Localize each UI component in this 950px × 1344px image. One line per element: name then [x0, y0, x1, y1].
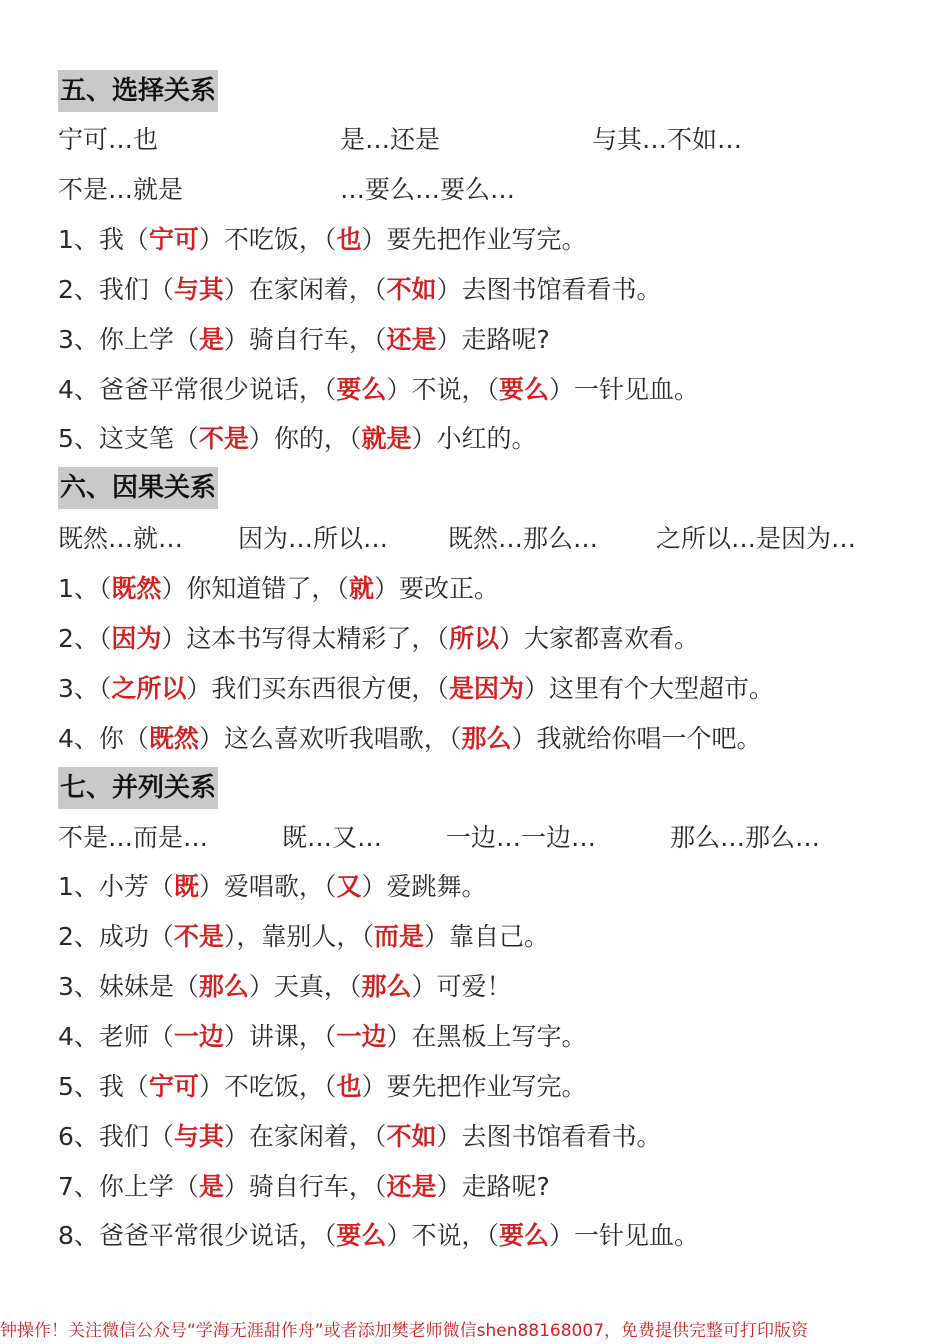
example-sentence	[58, 719, 761, 759]
sentence-text: ）要改正。	[373, 574, 499, 603]
sentence-text: ）这里有个大型超市。	[523, 674, 774, 703]
keyword-pair: …要么…要么…	[340, 175, 516, 204]
answer-word: 既然	[111, 574, 162, 603]
section-heading: 七、并列关系	[58, 767, 218, 809]
answer-word: 宁可	[148, 225, 199, 254]
sentence-text: ）一针见血。	[548, 375, 699, 404]
answer-word: 还是	[386, 1172, 437, 1201]
sentence-text: ）在家闲着，（	[223, 1122, 387, 1151]
sentence-text: ）爱唱歌，（	[198, 872, 337, 901]
answer-word: 要么	[336, 375, 387, 404]
example-sentence	[58, 917, 549, 957]
answer-word: 又	[336, 872, 362, 901]
example-sentence	[58, 1017, 586, 1057]
keyword-pair: 既然…那么…	[448, 524, 599, 553]
answer-word: 之所以	[111, 674, 187, 703]
sentence-text: ）小红的。	[411, 424, 537, 453]
answer-word: 是因为	[448, 674, 524, 703]
sentence-text: ）要先把作业写完。	[361, 225, 587, 254]
sentence-text: ）骑自行车，（	[223, 325, 387, 354]
sentence-text: ）我就给你唱一个吧。	[511, 724, 762, 753]
sentence-text: 4、爸爸平常很少说话，（	[58, 375, 337, 404]
keyword-pair: 因为…所以…	[238, 524, 389, 553]
sentence-text: 6、我们（	[58, 1122, 174, 1151]
sentence-text: ）你知道错了，（	[161, 574, 349, 603]
sentence-text: 1、我（	[58, 225, 149, 254]
example-sentence	[58, 967, 511, 1007]
sentence-text: 8、爸爸平常很少说话，（	[58, 1221, 337, 1250]
answer-word: 既然	[148, 724, 199, 753]
sentence-text: ）在家闲着，（	[223, 275, 387, 304]
sentence-text: ）要先把作业写完。	[361, 1072, 587, 1101]
example-sentence	[58, 1216, 699, 1256]
keyword-pair: 那么…那么…	[670, 823, 821, 852]
answer-word: 宁可	[148, 1072, 199, 1101]
sentence-text: ）可爱！	[411, 972, 512, 1001]
answer-word: 也	[336, 225, 362, 254]
sentence-text: ）去图书馆看看书。	[436, 1122, 662, 1151]
answer-word: 那么	[361, 972, 412, 1001]
example-sentence	[58, 669, 774, 709]
answer-word: 要么	[498, 375, 549, 404]
keyword-pair: 既然…就…	[58, 524, 184, 553]
sentence-text: 5、这支笔（	[58, 424, 199, 453]
sentence-text: 2、我们（	[58, 275, 174, 304]
sentence-text: 4、老师（	[58, 1022, 174, 1051]
keyword-pair: 既…又…	[282, 823, 383, 852]
sentence-text: ）一针见血。	[548, 1221, 699, 1250]
answer-word: 就	[348, 574, 374, 603]
sentence-text: ）天真，（	[248, 972, 362, 1001]
sentence-text: 2、（	[58, 624, 112, 653]
section-heading: 五、选择关系	[58, 70, 218, 112]
sentence-text: ），靠别人，（	[223, 922, 374, 951]
answer-word: 与其	[173, 1122, 224, 1151]
example-sentence	[58, 370, 699, 410]
sentence-text: ）不说，（	[386, 1221, 499, 1250]
answer-word: 就是	[361, 424, 412, 453]
answer-word: 一边	[336, 1022, 387, 1051]
keyword-pair: 是…还是	[340, 125, 441, 154]
example-sentence	[58, 1117, 661, 1157]
example-sentence	[58, 867, 486, 907]
footer-notice: 钟操作！关注微信公众号“学海无涯甜作舟”或者添加樊老师微信shen88168007，免费提供完整可打印版资	[0, 1321, 809, 1341]
sentence-text: 3、（	[58, 674, 112, 703]
answer-word: 所以	[448, 624, 499, 653]
sentence-text: 1、（	[58, 574, 112, 603]
sentence-text: 1、小芳（	[58, 872, 174, 901]
answer-word: 是	[198, 1172, 224, 1201]
answer-word: 不如	[386, 1122, 437, 1151]
example-sentence	[58, 320, 550, 360]
keyword-pair: 不是…而是…	[58, 823, 209, 852]
sentence-text: ）不说，（	[386, 375, 499, 404]
sentence-text: 5、我（	[58, 1072, 149, 1101]
sentence-text: ）走路呢?	[436, 325, 550, 354]
example-sentence	[58, 619, 699, 659]
sentence-text: 4、你（	[58, 724, 149, 753]
example-sentence	[58, 1167, 550, 1207]
answer-word: 不是	[198, 424, 249, 453]
sentence-text: 7、你上学（	[58, 1172, 199, 1201]
example-sentence	[58, 270, 661, 310]
keyword-pair: 宁可…也	[58, 125, 159, 154]
answer-word: 与其	[173, 275, 224, 304]
sentence-text: ）大家都喜欢看。	[498, 624, 699, 653]
keyword-pair: 与其…不如…	[592, 125, 743, 154]
answer-word: 而是	[373, 922, 424, 951]
sentence-text: ）爱跳舞。	[361, 872, 487, 901]
answer-word: 也	[336, 1072, 362, 1101]
example-sentence	[58, 220, 586, 260]
answer-word: 不是	[173, 922, 224, 951]
sentence-text: ）不吃饭，（	[198, 225, 337, 254]
section-heading: 六、因果关系	[58, 467, 218, 509]
answer-word: 要么	[336, 1221, 387, 1250]
answer-word: 是	[198, 325, 224, 354]
keyword-pair: 之所以…是因为…	[656, 524, 857, 553]
sentence-text: ）走路呢?	[436, 1172, 550, 1201]
example-sentence	[58, 569, 499, 609]
sentence-text: 2、成功（	[58, 922, 174, 951]
answer-word: 因为	[111, 624, 162, 653]
example-sentence	[58, 1067, 586, 1107]
sentence-text: ）靠自己。	[423, 922, 549, 951]
keyword-pair: 不是…就是	[58, 175, 184, 204]
answer-word: 要么	[498, 1221, 549, 1250]
example-sentence	[58, 419, 536, 459]
answer-word: 那么	[461, 724, 512, 753]
answer-word: 那么	[198, 972, 249, 1001]
answer-word: 不如	[386, 275, 437, 304]
answer-word: 还是	[386, 325, 437, 354]
sentence-text: ）讲课，（	[223, 1022, 337, 1051]
sentence-text: ）去图书馆看看书。	[436, 275, 662, 304]
sentence-text: ）不吃饭，（	[198, 1072, 337, 1101]
sentence-text: ）这么喜欢听我唱歌，（	[198, 724, 462, 753]
sentence-text: ）在黑板上写字。	[386, 1022, 587, 1051]
answer-word: 既	[173, 872, 199, 901]
sentence-text: ）我们买东西很方便，（	[186, 674, 449, 703]
sentence-text: ）你的，（	[248, 424, 362, 453]
sentence-text: 3、你上学（	[58, 325, 199, 354]
sentence-text: ）骑自行车，（	[223, 1172, 387, 1201]
answer-word: 一边	[173, 1022, 224, 1051]
sentence-text: ）这本书写得太精彩了，（	[161, 624, 449, 653]
keyword-pair: 一边…一边…	[446, 823, 597, 852]
sentence-text: 3、妹妹是（	[58, 972, 199, 1001]
